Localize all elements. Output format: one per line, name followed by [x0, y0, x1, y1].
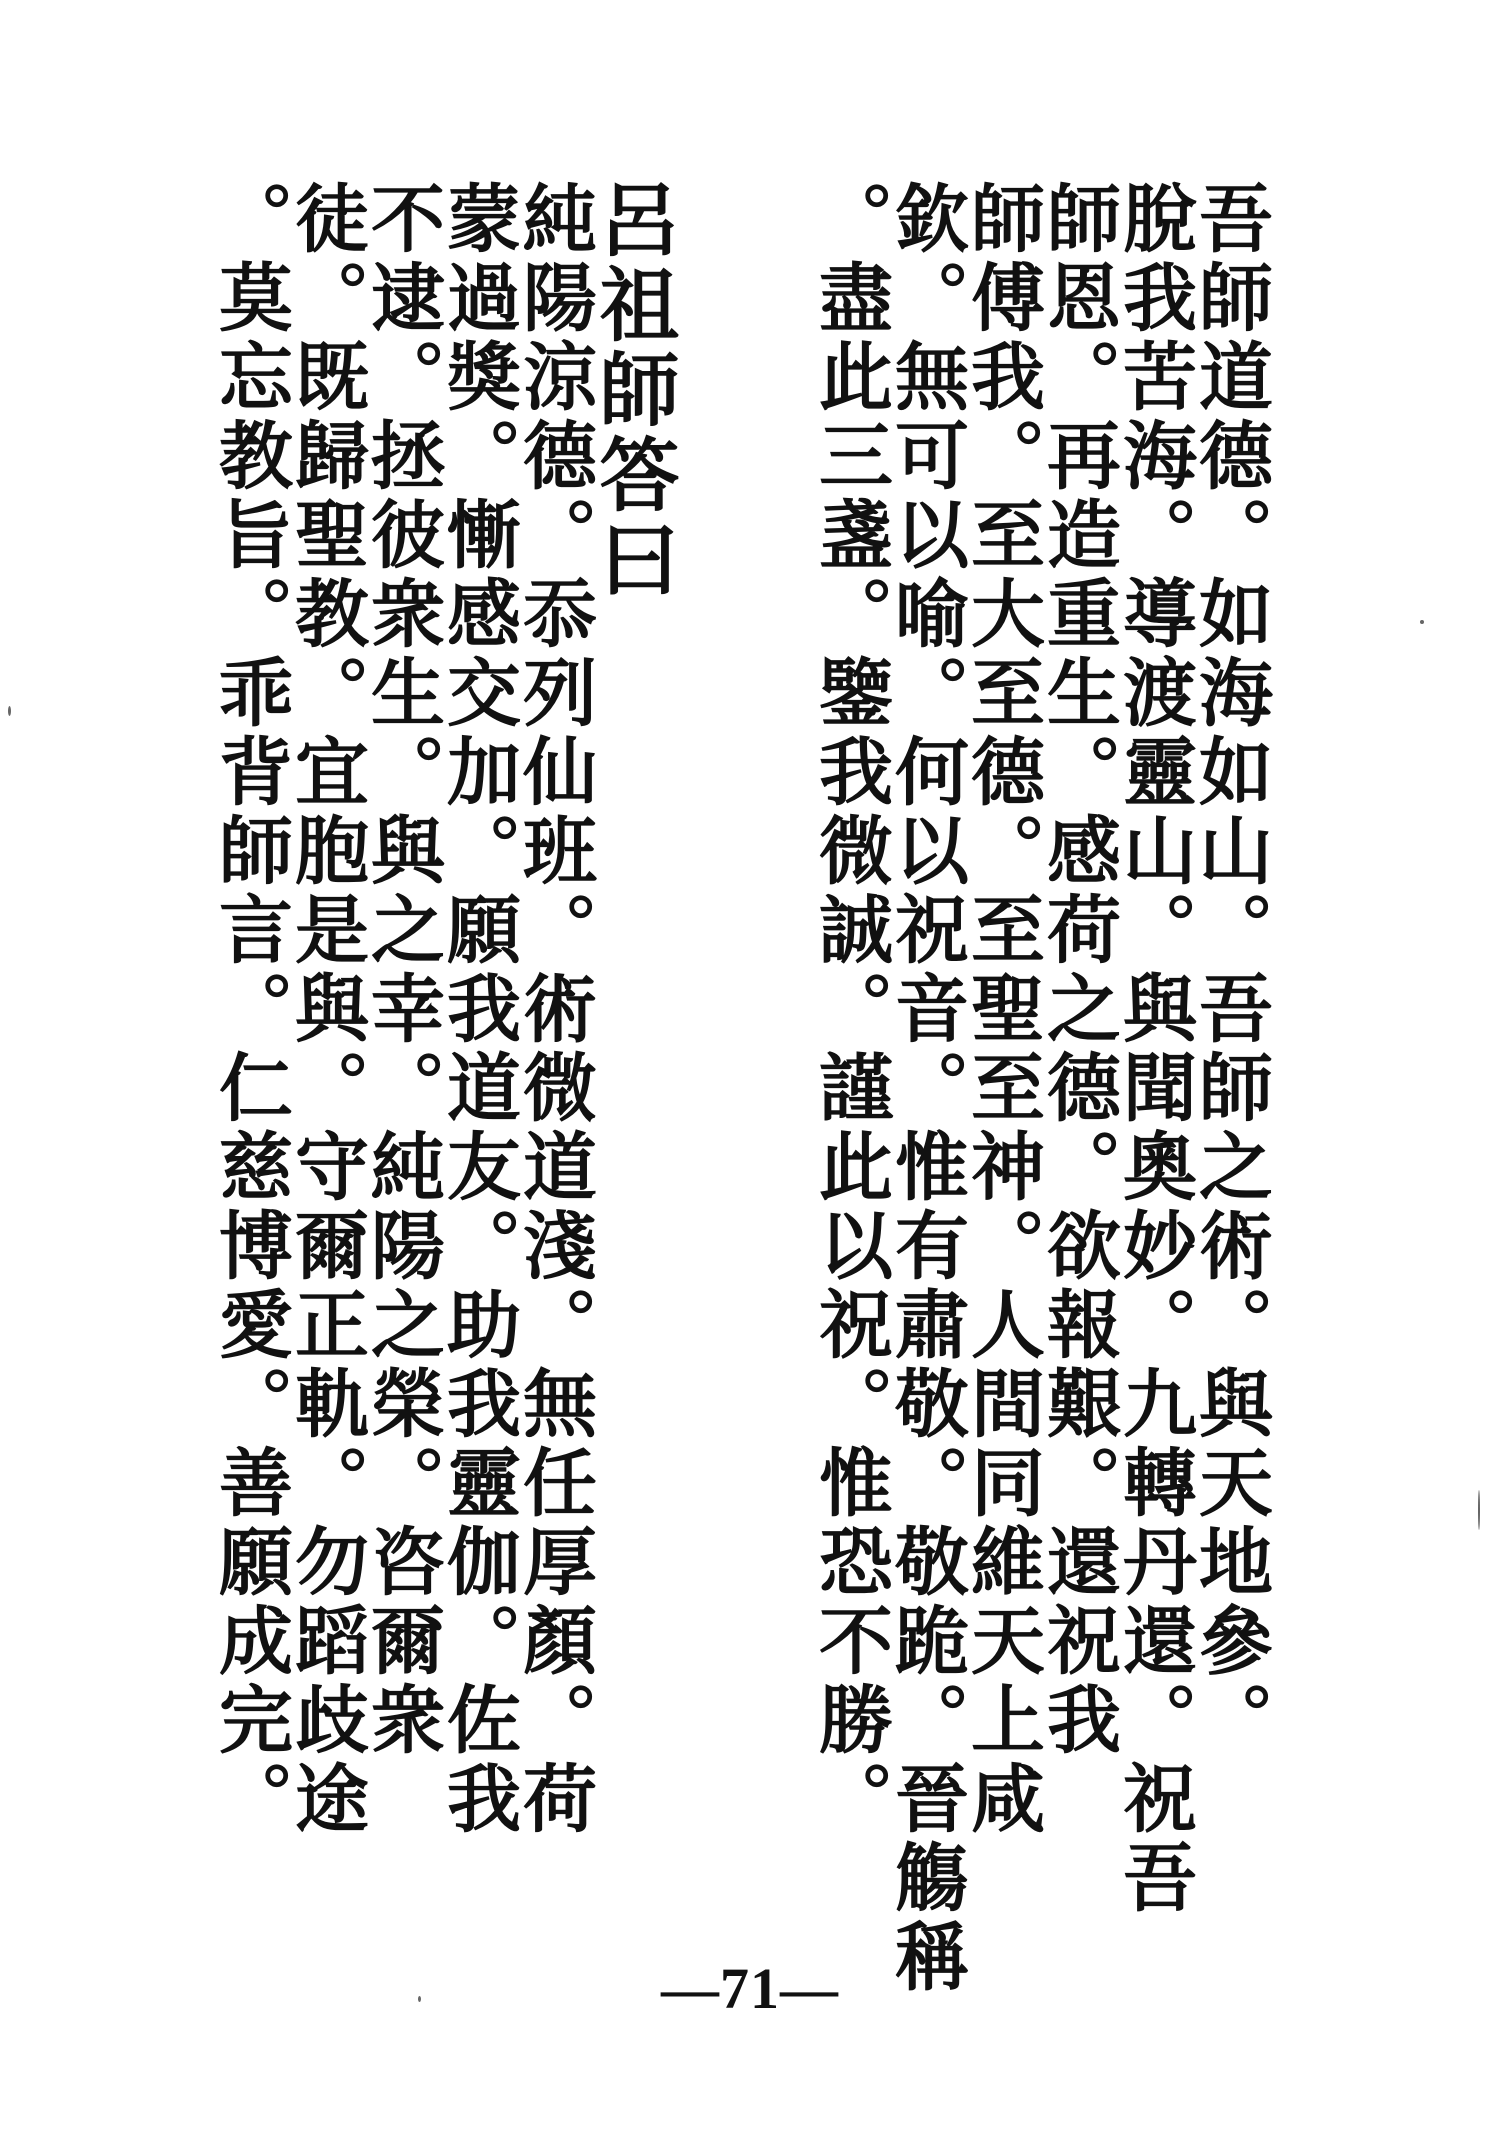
- left-column-2: 蒙過獎。慚感交加。願我道友。助我靈伽。佐我: [435, 180, 521, 1839]
- left-column-5: 。莫忘教旨。乖背師言。仁慈博愛。善願成完。: [207, 180, 293, 1839]
- scan-speck: [8, 706, 11, 716]
- right-column-5: 欽。無可以喻。何以祝音。惟有肅敬。敬跪。晉觴稱: [883, 180, 969, 1997]
- left-column-4: 徒。既歸聖教。宜胞是與。守爾正軌。勿蹈歧途: [283, 180, 369, 1839]
- section-heading: 呂祖師答曰: [586, 178, 679, 603]
- right-column-3: 師恩。再造重生。感荷之德。欲報艱。還祝我: [1035, 180, 1121, 1760]
- scan-speck: [1420, 620, 1424, 624]
- right-column-2: 脫我苦海。導渡靈山。與聞奧妙。九轉丹還。祝吾: [1111, 180, 1197, 1918]
- right-column-6: 。盡此三盞。鑒我微誠。謹此以祝。惟恐不勝。: [807, 180, 893, 1839]
- page-number: —71—: [661, 1956, 839, 2021]
- scan-speck: [1478, 1490, 1480, 1530]
- left-column-3: 不逮。拯彼衆生。與之幸。純陽之榮。咨爾衆: [359, 180, 445, 1760]
- left-column-1: 純陽涼德。忝列仙班。術微道淺。無任厚顏。荷: [511, 180, 597, 1839]
- scan-speck: [418, 1996, 421, 2002]
- right-column-1: 吾師道德。如海如山。吾師之術。與天地參。: [1187, 180, 1273, 1760]
- right-column-4: 師傅我。至大至德。至聖至神。人間同維天上咸: [959, 180, 1045, 1839]
